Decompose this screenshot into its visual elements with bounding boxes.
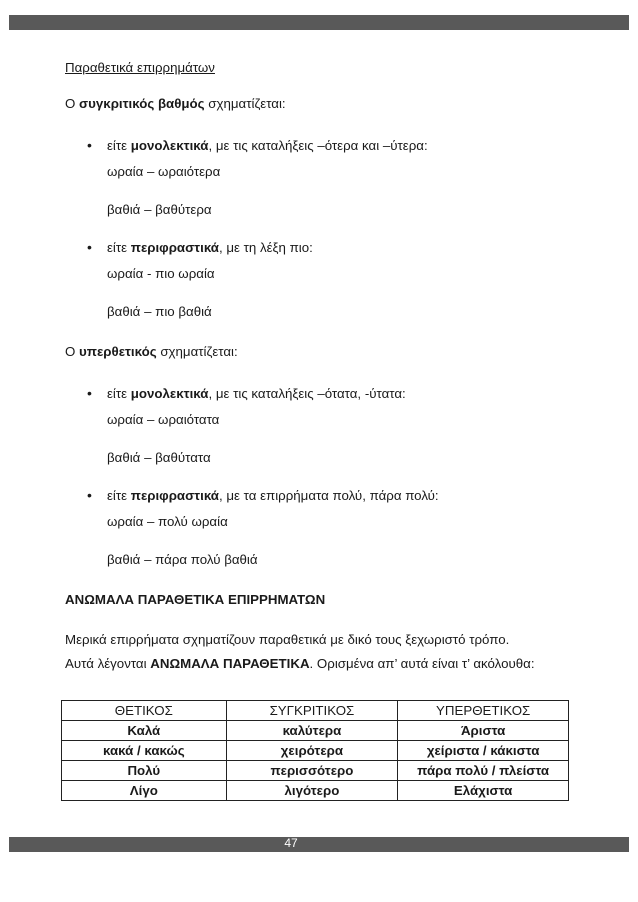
table-cell: Άριστα [398,721,569,741]
table-cell: Πολύ [62,761,227,781]
header-cell: ΣΥΓΚΡΙΤΙΚΟΣ [226,701,398,721]
table-row [62,721,569,741]
header-cell: ΘΕΤΙΚΟΣ [62,701,227,721]
table-header-row [62,701,569,721]
comparative-rule-2: είτε περιφραστικά, με τη λέξη πιο: [107,240,313,255]
table-row [62,761,569,781]
bullet-icon: • [87,487,92,503]
table-cell: Λίγο [62,781,227,801]
example-line: βαθιά – πάρα πολύ βαθιά [107,552,258,567]
table-row [62,781,569,801]
table-cell: Ελάχιστα [398,781,569,801]
example-line: ωραία – πολύ ωραία [107,514,228,529]
irregular-heading: ΑΝΩΜΑΛΑ ΠΑΡΑΘΕΤΙΚΑ ΕΠΙΡΡΗΜΑΤΩΝ [65,592,326,607]
table-cell: πάρα πολύ / πλείστα [398,761,569,781]
example-line: ωραία - πιο ωραία [107,266,215,281]
irregular-adverbs-table [61,700,569,801]
irregular-text-2: Αυτά λέγονται ΑΝΩΜΑΛΑ ΠΑΡΑΘΕΤΙΚΑ. Ορισμένα απ’ αυτά είναι τ’ ακόλουθα: [65,656,535,671]
bullet-icon: • [87,137,92,153]
table-cell: Καλά [62,721,227,741]
example-line: ωραία – ωραιότατα [107,412,220,427]
table-cell: χειρότερα [226,741,398,761]
example-line: βαθιά – πιο βαθιά [107,304,212,319]
table-row [62,741,569,761]
bullet-icon: • [87,385,92,401]
comparative-intro: Ο συγκριτικός βαθμός σχηματίζεται: [65,96,286,111]
table-cell: καλύτερα [226,721,398,741]
irregular-text-1: Μερικά επιρρήματα σχηματίζουν παραθετικά με δικό τους ξεχωριστό τρόπο. [65,632,510,647]
header-bar [9,15,629,30]
footer-bar [9,837,629,852]
bullet-icon: • [87,239,92,255]
table-cell: κακά / κακώς [62,741,227,761]
comparative-rule-1: είτε μονολεκτικά, με τις καταλήξεις –ότερα και –ύτερα: [107,138,428,153]
example-line: ωραία – ωραιότερα [107,164,221,179]
example-line: βαθιά – βαθύτατα [107,450,211,465]
page-number: 47 [284,836,298,850]
table-cell: χείριστα / κάκιστα [398,741,569,761]
section-heading: Παραθετικά επιρρημάτων [65,60,215,75]
superlative-rule-2: είτε περιφραστικά, με τα επιρρήματα πολύ, πάρα πολύ: [107,488,439,503]
superlative-intro: Ο υπερθετικός σχηματίζεται: [65,344,238,359]
header-cell: ΥΠΕΡΘΕΤΙΚΟΣ [398,701,569,721]
example-line: βαθιά – βαθύτερα [107,202,212,217]
table-cell: λιγότερο [226,781,398,801]
table-cell: περισσότερο [226,761,398,781]
superlative-rule-1: είτε μονολεκτικά, με τις καταλήξεις –ότατα, -ύτατα: [107,386,406,401]
